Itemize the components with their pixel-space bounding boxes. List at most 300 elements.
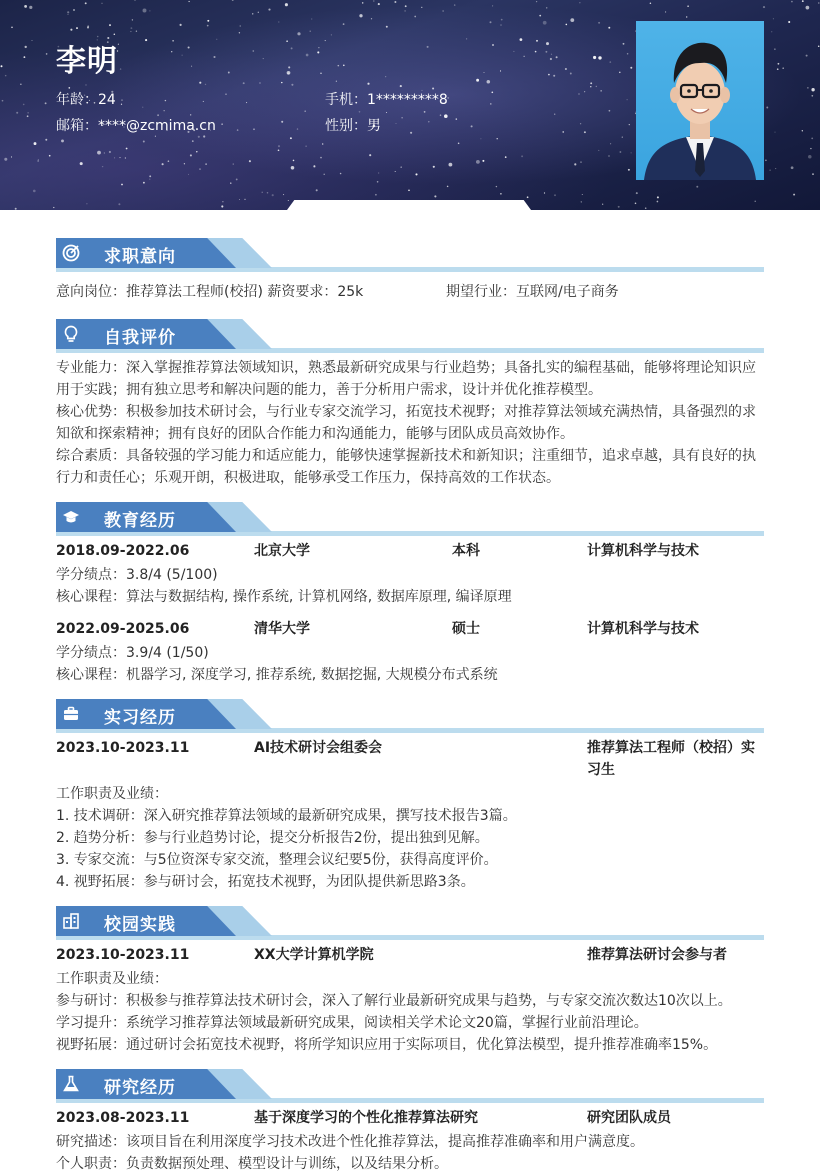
star [458, 143, 460, 145]
star [601, 90, 602, 91]
star [278, 21, 279, 22]
section-header-education [56, 502, 764, 536]
research-responsibility: 个人职责：负责数据预处理、模型设计与训练，以及结果分析。 [56, 1156, 448, 1172]
star [87, 25, 89, 27]
star [188, 46, 190, 48]
email-label: 邮箱： [56, 118, 98, 134]
star [574, 163, 576, 165]
age-label: 年龄： [56, 92, 98, 108]
star [551, 54, 552, 55]
star [263, 58, 264, 59]
star [192, 140, 194, 142]
internship-item: 2. 趋势分析：参与行业趋势讨论，提交分析报告2份，提出独到见解。 [56, 830, 489, 846]
star [287, 71, 291, 75]
age-value: 24 [98, 92, 116, 108]
star [203, 135, 205, 137]
star [205, 163, 207, 165]
star [598, 56, 601, 59]
star [268, 9, 270, 11]
section-title: 求职意向 [104, 247, 176, 267]
star [373, 0, 374, 1]
education-school: 清华大学 [254, 621, 310, 637]
star [323, 174, 324, 175]
star [11, 156, 12, 157]
star [782, 67, 784, 69]
star [645, 207, 647, 209]
star [619, 151, 621, 153]
star [598, 22, 600, 24]
star [164, 110, 165, 111]
star [293, 160, 295, 162]
star [119, 157, 120, 158]
star [130, 31, 131, 32]
star [443, 10, 444, 11]
internship-org: AI技术研讨会组委会 [254, 740, 383, 756]
star [408, 190, 410, 192]
star [121, 184, 123, 186]
star [190, 154, 192, 156]
star [317, 51, 319, 53]
star [631, 152, 632, 153]
star [246, 102, 247, 103]
star [496, 186, 497, 187]
star [582, 194, 583, 195]
star [404, 10, 406, 12]
star [239, 199, 240, 200]
education-courses: 核心课程：机器学习, 深度学习, 推荐系统, 数据挖掘, 大规模分布式系统 [56, 667, 498, 683]
star [492, 5, 493, 6]
star [539, 15, 541, 17]
star [258, 12, 259, 13]
star [554, 194, 556, 196]
star [657, 196, 659, 198]
star [23, 104, 25, 106]
star [808, 155, 812, 159]
phone-label: 手机： [325, 92, 367, 108]
star [570, 73, 572, 75]
star [378, 172, 379, 173]
star [395, 123, 396, 124]
star [791, 1, 793, 3]
star [203, 101, 204, 102]
star [657, 201, 659, 203]
star [810, 148, 811, 149]
star [131, 27, 133, 29]
star [415, 173, 417, 175]
star [281, 82, 282, 83]
star [281, 121, 283, 123]
star [771, 31, 772, 32]
star [286, 40, 288, 42]
star [49, 155, 51, 157]
star [369, 154, 371, 156]
star [267, 192, 269, 194]
star [584, 131, 586, 133]
star [500, 193, 502, 195]
star [769, 170, 770, 171]
research-period: 2023.08-2023.11 [56, 1110, 190, 1126]
banner-notch [287, 200, 531, 210]
star [338, 65, 340, 67]
star [4, 158, 7, 161]
lightbulb-icon [62, 325, 80, 343]
star [359, 111, 361, 113]
star [199, 82, 201, 84]
star [434, 195, 436, 197]
star [440, 114, 442, 116]
star [313, 166, 315, 168]
star [665, 11, 666, 12]
star [378, 3, 380, 5]
star [343, 65, 345, 67]
internship-entry-header [56, 737, 764, 781]
star [480, 138, 481, 139]
star [608, 27, 610, 29]
star [433, 166, 435, 168]
star [811, 95, 813, 97]
star [471, 125, 473, 127]
star [86, 203, 87, 204]
star [143, 182, 145, 184]
star [513, 51, 514, 52]
star [505, 156, 507, 158]
star [80, 162, 83, 165]
education-gpa: 学分绩点：3.8/4 (5/100) [56, 567, 218, 583]
star [548, 74, 550, 76]
star [566, 24, 568, 26]
star [491, 91, 493, 93]
phone-value: 1*********8 [367, 92, 448, 108]
star [101, 3, 102, 4]
star [773, 18, 774, 19]
star [288, 200, 289, 201]
star [252, 13, 253, 14]
star [114, 34, 116, 36]
star [755, 201, 756, 202]
star [272, 194, 274, 196]
internship-period: 2023.10-2023.11 [56, 740, 190, 756]
candidate-name: 李明 [56, 44, 118, 79]
graduation-cap-icon [62, 508, 80, 526]
header-banner [0, 0, 820, 210]
star [97, 151, 101, 155]
star [401, 117, 402, 118]
star [288, 66, 290, 68]
star [188, 174, 189, 175]
star [584, 91, 585, 92]
star [570, 18, 574, 22]
section-header-research [56, 1069, 764, 1103]
star [134, 0, 135, 1]
star [207, 20, 209, 22]
star [766, 107, 768, 109]
gender-field [325, 115, 381, 135]
education-period: 2022.09-2025.06 [56, 621, 190, 637]
star [377, 181, 379, 183]
star [593, 56, 596, 59]
education-period: 2018.09-2022.06 [56, 543, 190, 559]
star [162, 163, 164, 165]
internship-item: 4. 视野拓展：参与研讨会，拓宽技术视野，为团队提供新思路3条。 [56, 874, 475, 890]
star [553, 75, 555, 77]
star [121, 104, 122, 105]
star [609, 110, 611, 112]
section-title: 教育经历 [104, 511, 176, 531]
star [444, 114, 448, 118]
flask-icon [62, 1075, 80, 1093]
star [221, 123, 222, 124]
star [168, 160, 170, 162]
star [109, 151, 111, 153]
section-header-campus [56, 906, 764, 940]
star [627, 99, 628, 100]
star [297, 32, 300, 35]
star [618, 206, 620, 208]
star [359, 14, 362, 17]
star [27, 115, 29, 117]
campus-item: 参与研讨：积极参与推荐算法技术研讨会，深入了解行业最新研究成果与趋势，与专家交流次数达10次以上。 [56, 993, 732, 1009]
star [73, 9, 75, 11]
star [343, 23, 345, 25]
star [236, 178, 238, 180]
star [635, 203, 637, 205]
age-field [56, 89, 116, 109]
research-description: 研究描述：该项目旨在利用深度学习技术改进个性化推荐算法，提高推荐准确率和用户满意度。 [56, 1134, 644, 1150]
star [550, 58, 552, 60]
star [521, 155, 523, 157]
star [476, 160, 480, 164]
star [610, 143, 611, 144]
intent-position: 意向岗位：推荐算法工程师(校招) 薪资要求：25k [56, 284, 364, 300]
star [155, 136, 156, 137]
star [109, 24, 111, 26]
target-icon [62, 244, 80, 262]
star [310, 31, 311, 32]
campus-entry-header [56, 944, 764, 966]
star [24, 5, 27, 8]
self-eval-strengths: 核心优势：积极参加技术研讨会，与行业专家交流学习，拓宽技术视野；对推荐算法领域充满热情，具备强烈的求知欲和探索精神；拥有良好的团队合作能力和沟通能力，能够与团队成员高效协作。 [56, 404, 756, 442]
star [627, 53, 629, 55]
star [23, 56, 25, 58]
star [793, 194, 795, 196]
star [46, 53, 48, 55]
star [143, 141, 145, 143]
star [125, 157, 126, 158]
star [37, 160, 38, 161]
star [375, 194, 377, 196]
star [102, 166, 103, 167]
star [447, 186, 449, 188]
star [16, 112, 18, 114]
education-degree: 本科 [452, 543, 480, 559]
star [579, 2, 580, 3]
star [622, 136, 623, 137]
star [362, 2, 364, 4]
education-degree: 硕士 [452, 621, 480, 637]
research-role: 研究团队成员 [587, 1110, 671, 1126]
star [580, 161, 582, 163]
star [232, 0, 234, 1]
star [466, 38, 467, 39]
building-icon [62, 912, 80, 930]
star [421, 7, 422, 8]
star [535, 51, 537, 53]
star [590, 86, 591, 87]
star [240, 25, 241, 26]
star [811, 137, 813, 139]
star [623, 43, 625, 45]
star [207, 25, 209, 27]
star [320, 157, 322, 159]
star [520, 38, 523, 41]
star [394, 1, 396, 3]
star [562, 131, 563, 132]
star [487, 80, 491, 84]
education-entry-header [56, 540, 764, 562]
star [31, 40, 32, 41]
star [578, 93, 579, 94]
campus-role: 推荐算法研讨会参与者 [587, 947, 727, 963]
star [546, 42, 549, 45]
star [5, 75, 7, 77]
star [285, 3, 288, 6]
star [182, 55, 183, 56]
star [311, 18, 312, 19]
star [20, 84, 21, 85]
star [205, 84, 206, 85]
section-title: 实习经历 [104, 708, 176, 728]
briefcase-icon [62, 705, 80, 723]
star [590, 82, 592, 84]
star [765, 159, 767, 161]
star [184, 163, 185, 164]
star [239, 32, 240, 33]
star [198, 136, 200, 138]
internship-item: 3. 专家交流：与5位资深专家交流，整理会议纪要5份，获得高度评价。 [56, 852, 498, 868]
star [297, 128, 298, 129]
star [428, 121, 429, 122]
profile-photo [636, 21, 764, 180]
star [501, 19, 503, 21]
star [818, 45, 820, 47]
star [262, 192, 263, 193]
star [76, 27, 78, 29]
internship-label: 工作职责及业绩： [56, 786, 168, 802]
star [405, 5, 407, 7]
star [527, 196, 529, 198]
star [85, 2, 87, 4]
star [45, 102, 47, 104]
star [104, 152, 105, 153]
star [400, 85, 402, 87]
star [244, 199, 245, 200]
star [143, 9, 147, 13]
star [118, 203, 120, 205]
phone-field [325, 89, 448, 109]
campus-item: 视野拓展：通过研讨会拓宽技术视野，将所学知识应用于实际项目，优化算法模型，提升推荐准确率15%。 [56, 1037, 718, 1053]
avatar-illustration [636, 21, 764, 180]
star [546, 7, 547, 8]
star [70, 29, 72, 31]
star [233, 164, 234, 165]
star [53, 207, 54, 208]
star [395, 171, 396, 172]
star [630, 67, 632, 69]
star [636, 192, 638, 194]
star [806, 55, 808, 57]
star [802, 0, 804, 2]
star [230, 182, 231, 183]
star [67, 11, 69, 13]
section-header-internship [56, 699, 764, 733]
star [788, 21, 790, 23]
star [400, 166, 402, 168]
star [371, 18, 372, 19]
star [283, 194, 284, 195]
star [807, 87, 808, 88]
star [336, 81, 337, 82]
star [61, 139, 64, 142]
star [596, 86, 597, 87]
education-school: 北京大学 [254, 543, 310, 559]
star [191, 66, 192, 67]
star [165, 100, 166, 101]
research-entry-header [56, 1107, 764, 1129]
star [114, 157, 115, 158]
star [237, 129, 239, 131]
star [304, 110, 306, 112]
star [777, 68, 779, 70]
star [778, 63, 780, 65]
internship-role: 推荐算法工程师（校招）实习生 [587, 740, 755, 778]
star [580, 123, 581, 124]
star [290, 137, 292, 139]
star [490, 103, 492, 105]
star [132, 19, 133, 20]
star [180, 24, 182, 26]
star [199, 168, 200, 169]
star [628, 169, 630, 171]
star [121, 99, 123, 101]
star [543, 21, 547, 25]
star [253, 128, 255, 130]
star [67, 14, 68, 15]
star [29, 6, 32, 9]
star [149, 175, 151, 177]
star [252, 50, 254, 52]
star [316, 189, 318, 191]
star [686, 16, 687, 17]
star [2, 100, 4, 102]
education-major: 计算机科学与技术 [587, 543, 699, 559]
star [500, 70, 501, 71]
star [598, 150, 599, 151]
campus-org: XX大学计算机学院 [254, 947, 374, 963]
star [25, 46, 27, 48]
section-title: 研究经历 [104, 1078, 176, 1098]
star [331, 34, 332, 35]
star [305, 145, 306, 146]
star [410, 132, 412, 134]
star [1, 65, 3, 67]
star [291, 47, 293, 49]
star [259, 82, 260, 83]
star [243, 82, 245, 84]
star [608, 155, 609, 156]
star [476, 79, 479, 82]
star [386, 112, 387, 113]
star [609, 61, 611, 63]
